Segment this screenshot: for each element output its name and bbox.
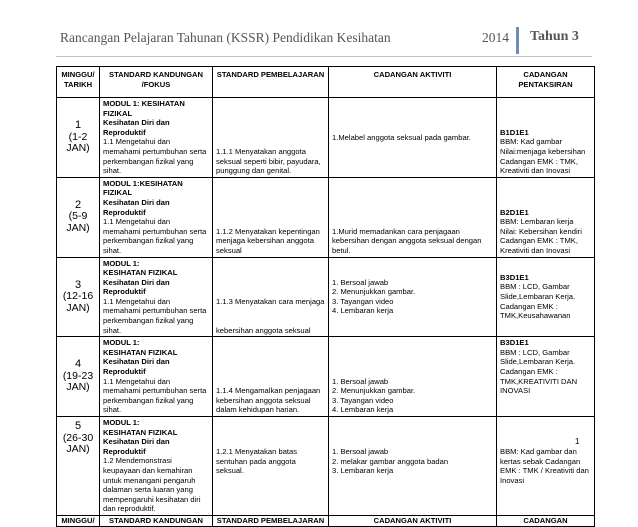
learning-standard-cell: [213, 257, 329, 337]
activity-item: 1. Bersoal jawab: [332, 376, 389, 386]
activity-cell: 1.Melabel anggota seksual pada gambar.: [329, 98, 497, 178]
week-date: (5-9 JAN): [66, 210, 90, 234]
activity-item: 3. Lembaran kerja: [332, 466, 394, 476]
week-number: 4: [74, 358, 82, 371]
learning-standard-cell: 1.1.4 Mengamalkan penjagaan kebersihan anggota seksual dalam kehidupan harian.: [213, 337, 329, 417]
activity-cell: [329, 257, 497, 337]
table-row: [57, 177, 595, 257]
week-date: (1-2 JAN): [66, 130, 90, 155]
content-standard-text: 1.1 Mengetahui dan memahami pertumbuhan serta perkembangan fizikal yang sihat.: [103, 296, 207, 335]
footer-content-standard: STANDARD KANDUNGAN: [100, 515, 213, 526]
week-number: 1: [74, 119, 82, 132]
document-title: Rancangan Pelajaran Tahunan (KSSR) Pendidikan Kesihatan: [60, 30, 391, 45]
topic-heading: KESIHATAN FIZIKAL: [103, 268, 178, 278]
week-number: 3: [74, 278, 82, 291]
col-header-week: MINGGU/ TARIKH: [57, 67, 100, 98]
week-number: 5: [74, 420, 82, 432]
week-date: (26-30 JAN): [62, 431, 94, 455]
activity-item: 4. Lembaran kerja: [332, 405, 394, 415]
content-standard-text: 1.1 Mengetahui dan memahami pertumbuhan serta perkembangan fizikal yang sihat.: [103, 376, 207, 415]
footer-activity: CADANGAN AKTIVITI: [329, 515, 497, 526]
learning-standard-text-cont: kebersihan anggota seksual: [216, 325, 311, 335]
week-cell: [57, 98, 100, 178]
assessment-code: B2D1E1: [500, 207, 529, 217]
assessment-code: B1D1E1: [500, 127, 529, 137]
module-title: MODUL 1:: [103, 258, 140, 268]
assessment-text: BBM: Lembaran kerja Nilai: Kebersihan kendiri Cadangan EMK : TMK, Kreativiti dan Inovasi: [500, 217, 582, 255]
footer-assessment: CADANGAN: [497, 515, 595, 526]
module-title: MODUL 1:KESIHATAN FIZIKAL: [103, 178, 183, 198]
content-standard-text: 1.2 Mendemonstrasi keupayaan dan kemahiran untuk menangani pengaruh dalaman serta luaran yang mempengaruhi kesihatan diri dan reproduktif.: [103, 456, 201, 514]
learning-standard-cell: 1.1.1 Menyatakan anggota seksual seperti bibir, payudara, punggung dan genital.: [213, 98, 329, 178]
week-cell: [57, 337, 100, 417]
topic-heading: KESIHATAN FIZIKAL: [103, 427, 178, 437]
content-standard-text: 1.1 Mengetahui dan memahami pertumbuhan serta perkembangan fizikal yang sihat.: [103, 217, 207, 255]
document-grade: Tahun 3: [530, 29, 579, 44]
content-standard-cell: [100, 98, 213, 178]
topic-heading: KESIHATAN FIZIKAL: [103, 347, 178, 357]
week-cell: [57, 417, 100, 516]
module-title: MODUL 1:: [103, 338, 140, 348]
footer-week: MINGGU/: [57, 515, 100, 526]
assessment-code: B3D1E1: [500, 338, 529, 348]
assessment-text: BBM : LCD, Gambar Slide,Lembaran Kerja. Cadangan EMK : TMK,Keusahawanan: [500, 282, 576, 321]
content-standard-cell: [100, 177, 213, 257]
activity-item: 3. Tayangan video: [332, 296, 394, 306]
table-row: [57, 257, 595, 337]
activity-item: 1. Bersoal jawab: [332, 447, 389, 456]
header-rule: [56, 56, 592, 57]
activity-item: 2. melakar gambar anggota badan: [332, 456, 449, 466]
assessment-cell: [497, 257, 595, 337]
table-header-row: [57, 67, 595, 98]
table-row: [57, 98, 595, 178]
module-title: MODUL 1:: [103, 418, 140, 427]
topic-heading: Kesihatan Diri dan Reproduktif: [103, 197, 170, 217]
activity-item: 2. Menunjukkan gambar.: [332, 386, 416, 396]
topic-subheading: Kesihatan Diri dan Reproduktif: [103, 357, 170, 377]
col-header-learning-standard: STANDARD PEMBELAJARAN: [213, 67, 329, 98]
week-date: (19-23 JAN): [62, 369, 94, 394]
assessment-cell: [497, 177, 595, 257]
lesson-plan-table: [56, 66, 595, 527]
table-row: [57, 417, 595, 516]
week-cell: [57, 177, 100, 257]
assessment-code: B3D1E1: [500, 272, 529, 282]
content-standard-text: 1.1 Mengetahui dan memahami pertumbuhan serta perkembangan fizikal yang sihat.: [103, 137, 207, 176]
table-footer-row: [57, 515, 595, 526]
topic-subheading: Kesihatan Diri dan Reproduktif: [103, 277, 170, 297]
activity-item: 1. Bersoal jawab: [332, 277, 389, 287]
week-date: (12-16 JAN): [62, 290, 94, 314]
assessment-text: BBM: Kad gambar Nilai:menjaga kebersihan Cadangan EMK : TMK, Kreativiti dan Inovasi: [500, 137, 586, 176]
learning-standard-cell: 1.1.2 Menyatakan kepentingan menjaga kebersihan anggota seksual: [213, 177, 329, 257]
week-number: 2: [74, 198, 82, 211]
learning-standard-cell: 1.2.1 Menyatakan batas sentuhan pada anggota seksual.: [213, 417, 329, 516]
activity-item: 3. Tayangan video: [332, 395, 394, 405]
col-header-activity: CADANGAN AKTIVITI: [329, 67, 497, 98]
week-cell: [57, 257, 100, 337]
content-standard-cell: [100, 337, 213, 417]
activity-cell: 1.Murid memadankan cara penjagaan kebersihan dengan anggota seksual dengan betul.: [329, 177, 497, 257]
col-header-assessment: CADANGAN PENTAKSIRAN: [497, 67, 595, 98]
col-header-content-standard: STANDARD KANDUNGAN /FOKUS: [100, 67, 213, 98]
assessment-cell: [497, 98, 595, 178]
assessment-cell: BBM: Kad gambar dan kertas sebak Cadangan EMK : TMK / Kreativiti dan Inovasi: [497, 417, 595, 516]
activity-item: 2. Menunjukkan gambar.: [332, 287, 416, 297]
module-title: MODUL 1: KESIHATAN FIZIKAL: [103, 99, 185, 118]
topic-heading: Kesihatan Diri dan Reproduktif: [103, 118, 170, 137]
footer-learning-standard: STANDARD PEMBELAJARAN: [213, 515, 329, 526]
header-separator: [516, 27, 519, 54]
activity-item: 4. Lembaran kerja: [332, 306, 394, 316]
activity-cell: [329, 417, 497, 516]
content-standard-cell: [100, 417, 213, 516]
assessment-text: BBM : LCD, Gambar Slide,Lembaran Kerja. Cadangan EMK : TMK,KREATIVITI DAN INOVASI: [500, 347, 578, 396]
document-year: 2014: [482, 30, 509, 45]
content-standard-cell: [100, 257, 213, 337]
activity-cell: [329, 337, 497, 417]
topic-subheading: Kesihatan Diri dan Reproduktif: [103, 437, 170, 456]
table-row: [57, 337, 595, 417]
assessment-cell: [497, 337, 595, 417]
learning-standard-text: 1.1.3 Menyatakan cara menjaga: [216, 297, 325, 307]
page-number: 1: [575, 437, 580, 446]
